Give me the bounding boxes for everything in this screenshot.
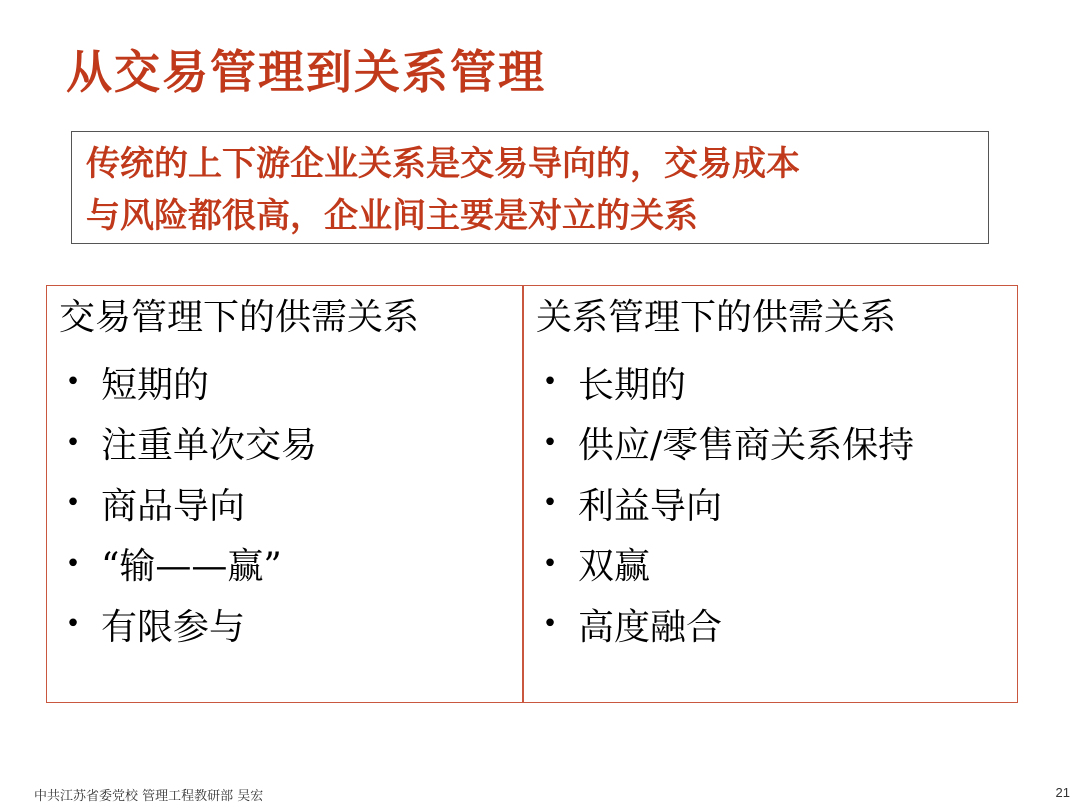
list-item: • 有限参与 (47, 594, 522, 655)
bullet-icon: • (542, 488, 558, 519)
list-item: • 商品导向 (47, 473, 522, 534)
slide-title: 从交易管理到关系管理 (66, 45, 546, 99)
bullet-icon: • (542, 427, 558, 458)
bullet-icon: • (65, 548, 81, 579)
transaction-column (47, 286, 524, 702)
transaction-heading: 交易管理下的供需关系 (59, 297, 420, 338)
callout-box (71, 131, 989, 244)
footer-organization: 中共江苏省委党校 管理工程教研部 吴宏 (34, 789, 264, 804)
list-item: • 供应/零售商关系保持 (524, 413, 1017, 474)
callout-line-1: 传统的上下游企业关系是交易导向的，交易成本 (86, 144, 800, 184)
relationship-list (524, 352, 1017, 655)
bullet-icon: • (65, 609, 81, 640)
bullet-icon: • (65, 427, 81, 458)
relationship-heading: 关系管理下的供需关系 (536, 297, 897, 338)
list-item: • 高度融合 (524, 594, 1017, 655)
bullet-icon: • (65, 367, 81, 398)
list-item: • “输——赢” (47, 534, 522, 595)
list-item: • 长期的 (524, 352, 1017, 413)
list-item: • 注重单次交易 (47, 413, 522, 474)
list-item: • 短期的 (47, 352, 522, 413)
page-number: 21 (1055, 785, 1070, 800)
relationship-column (524, 286, 1017, 702)
bullet-icon: • (542, 548, 558, 579)
list-item: • 双赢 (524, 534, 1017, 595)
list-item: • 利益导向 (524, 473, 1017, 534)
comparison-table (46, 285, 1018, 703)
bullet-icon: • (542, 609, 558, 640)
transaction-list (47, 352, 522, 655)
bullet-icon: • (542, 367, 558, 398)
bullet-icon: • (65, 488, 81, 519)
callout-line-2: 与风险都很高，企业间主要是对立的关系 (86, 196, 698, 236)
